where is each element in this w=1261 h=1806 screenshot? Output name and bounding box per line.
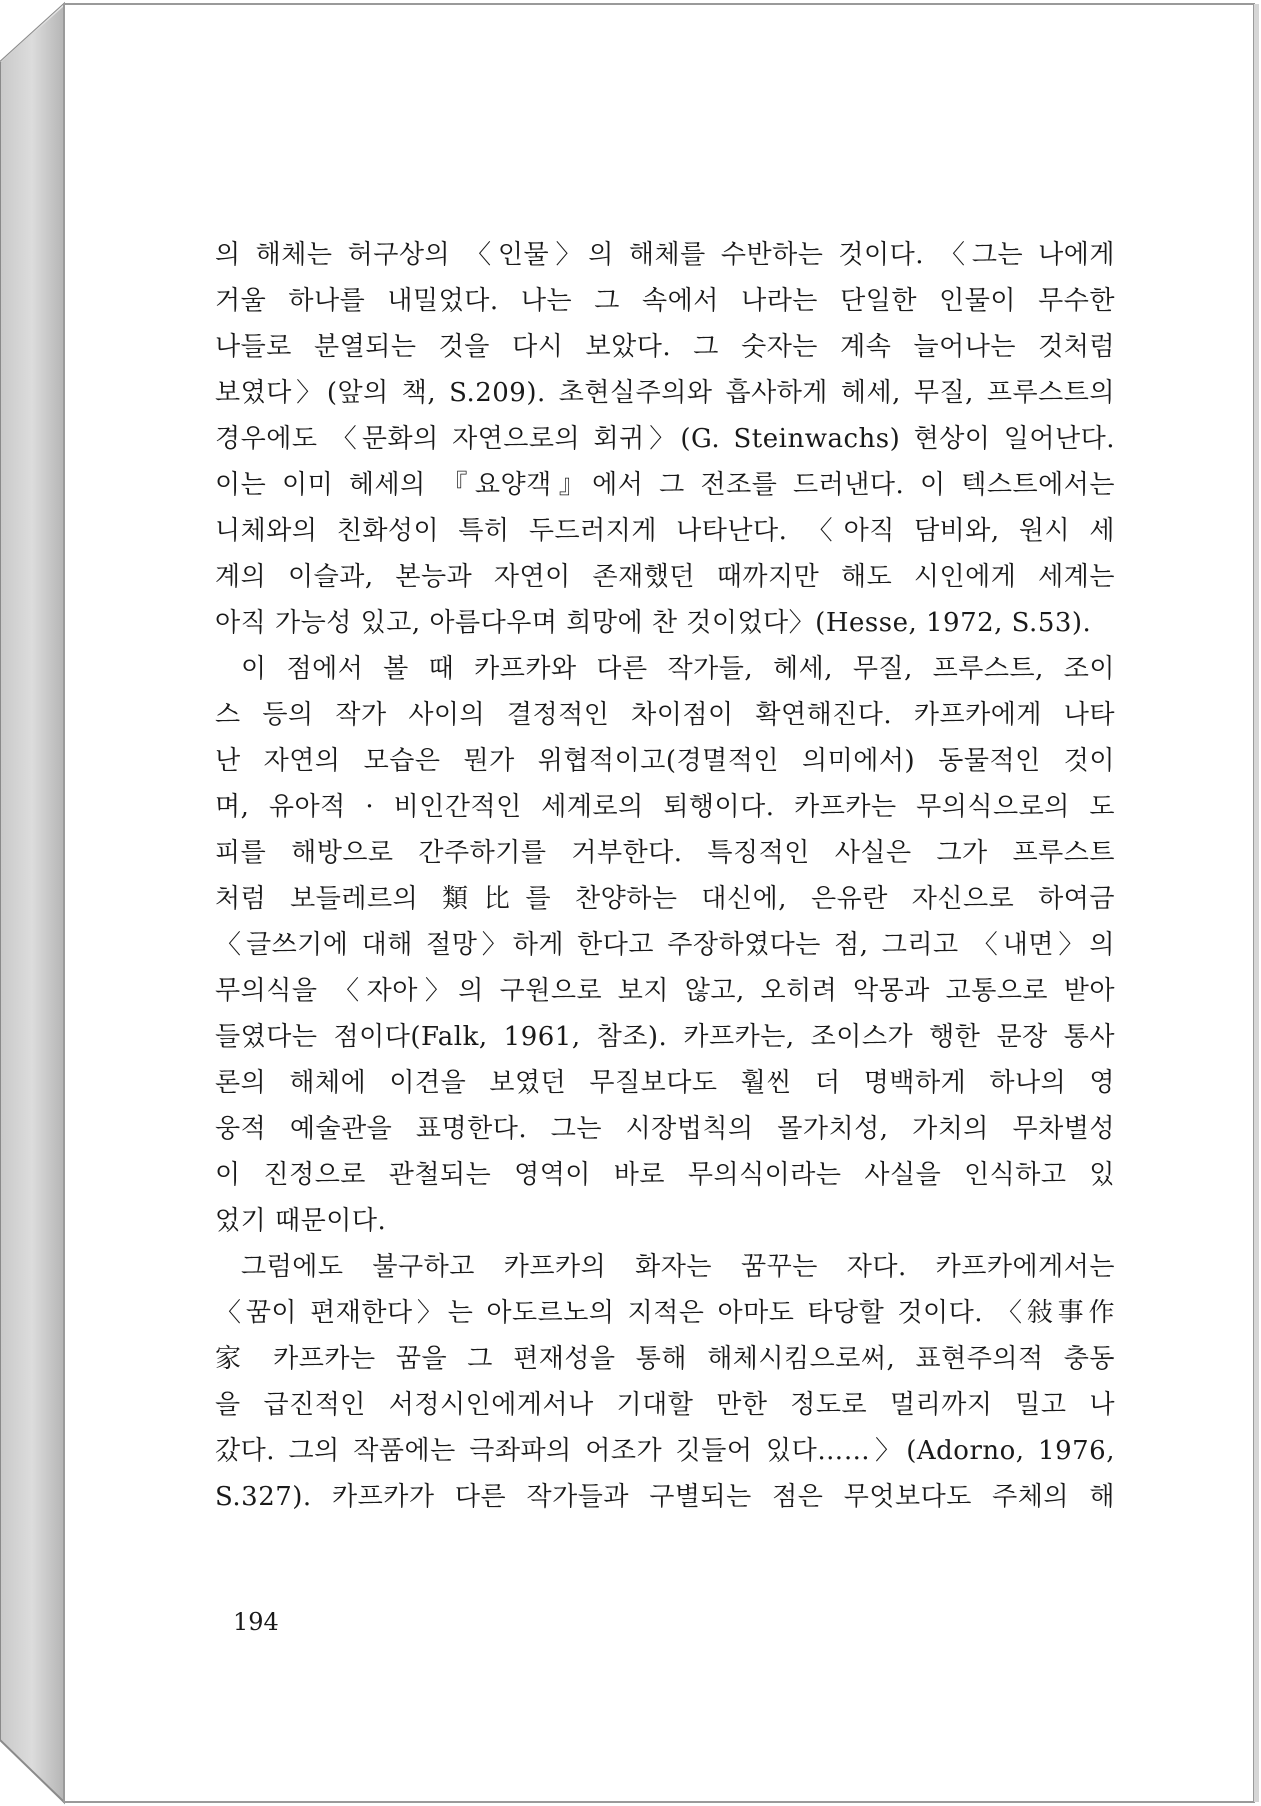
text-line: 이는 이미 헤세의 『요양객』에서 그 전조를 드러낸다. 이 텍스트에서는 [215, 470, 1115, 500]
text-line: 의 해체는 허구상의 〈인물〉의 해체를 수반하는 것이다. 〈그는 나에게 [215, 240, 1115, 270]
text-line: 무의식을 〈자아〉의 구원으로 보지 않고, 오히려 악몽과 고통으로 받아 [215, 976, 1115, 1006]
text-line: 론의 해체에 이견을 보였던 무질보다도 훨씬 더 명백하게 하나의 영 [215, 1068, 1115, 1098]
text-line: 니체와의 친화성이 특히 두드러지게 나타난다. 〈아직 담비와, 원시 세 [215, 516, 1115, 546]
text-line: 며, 유아적 · 비인간적인 세계로의 퇴행이다. 카프카는 무의식으로의 도 [215, 792, 1115, 822]
text-line: 었기 때문이다. [215, 1206, 387, 1236]
text-line: 난 자연의 모습은 뭔가 위협적이고(경멸적인 의미에서) 동물적인 것이 [215, 746, 1115, 776]
text-line: 스 등의 작가 사이의 결정적인 차이점이 확연해진다. 카프카에게 나타 [215, 700, 1115, 730]
book-spine [0, 4, 64, 1802]
text-line: 이 점에서 볼 때 카프카와 다른 작가들, 헤세, 무질, 프루스트, 조이 [241, 654, 1115, 684]
text-line: 을 급진적인 서정시인에게서나 기대할 만한 정도로 멀리까지 밀고 나 [215, 1390, 1115, 1420]
text-line: 아직 가능성 있고, 아름다우며 희망에 찬 것이었다〉(Hesse, 1972, S.53). [215, 608, 1092, 638]
page-right-edge [1254, 4, 1259, 1802]
text-line: 경우에도 〈문화의 자연으로의 회귀〉(G. Steinwachs) 현상이 일어난다. [215, 424, 1115, 454]
text-line: 이 진정으로 관철되는 영역이 바로 무의식이라는 사실을 인식하고 있 [215, 1160, 1115, 1190]
text-line: 거울 하나를 내밀었다. 나는 그 속에서 나라는 단일한 인물이 무수한 [215, 286, 1115, 316]
text-line: 피를 해방으로 간주하기를 거부한다. 특징적인 사실은 그가 프루스트 [215, 838, 1115, 868]
text-line: 웅적 예술관을 표명한다. 그는 시장법칙의 몰가치성, 가치의 무차별성 [215, 1114, 1115, 1144]
text-line: 처럼 보들레르의 類比를 찬양하는 대신에, 은유란 자신으로 하여금 [215, 884, 1115, 914]
text-line: S.327). 카프카가 다른 작가들과 구별되는 점은 무엇보다도 주체의 해 [215, 1482, 1115, 1512]
text-line: 家 카프카는 꿈을 그 편재성을 통해 해체시킴으로써, 표현주의적 충동 [215, 1344, 1115, 1374]
body-text [215, 232, 1115, 1520]
text-line: 갔다. 그의 작품에는 극좌파의 어조가 깃들어 있다……〉(Adorno, 1976, [215, 1436, 1115, 1466]
text-line: 보였다〉(앞의 책, S.209). 초현실주의와 흡사하게 헤세, 무질, 프루스트의 [215, 378, 1115, 408]
text-line: 그럼에도 불구하고 카프카의 화자는 꿈꾸는 자다. 카프카에게서는 [241, 1252, 1115, 1282]
text-line: 나들로 분열되는 것을 다시 보았다. 그 숫자는 계속 늘어나는 것처럼 [215, 332, 1115, 362]
text-line: 〈꿈이 편재한다〉는 아도르노의 지적은 아마도 타당할 것이다. 〈敍事作 [215, 1298, 1115, 1328]
page-number: 194 [233, 1608, 279, 1636]
text-line: 계의 이슬과, 본능과 자연이 존재했던 때까지만 해도 시인에게 세계는 [215, 562, 1115, 592]
text-line: 들였다는 점이다(Falk, 1961, 참조). 카프카는, 조이스가 행한 문장 통사 [215, 1022, 1115, 1052]
text-line: 〈글쓰기에 대해 절망〉하게 한다고 주장하였다는 점, 그리고 〈내면〉의 [215, 930, 1115, 960]
